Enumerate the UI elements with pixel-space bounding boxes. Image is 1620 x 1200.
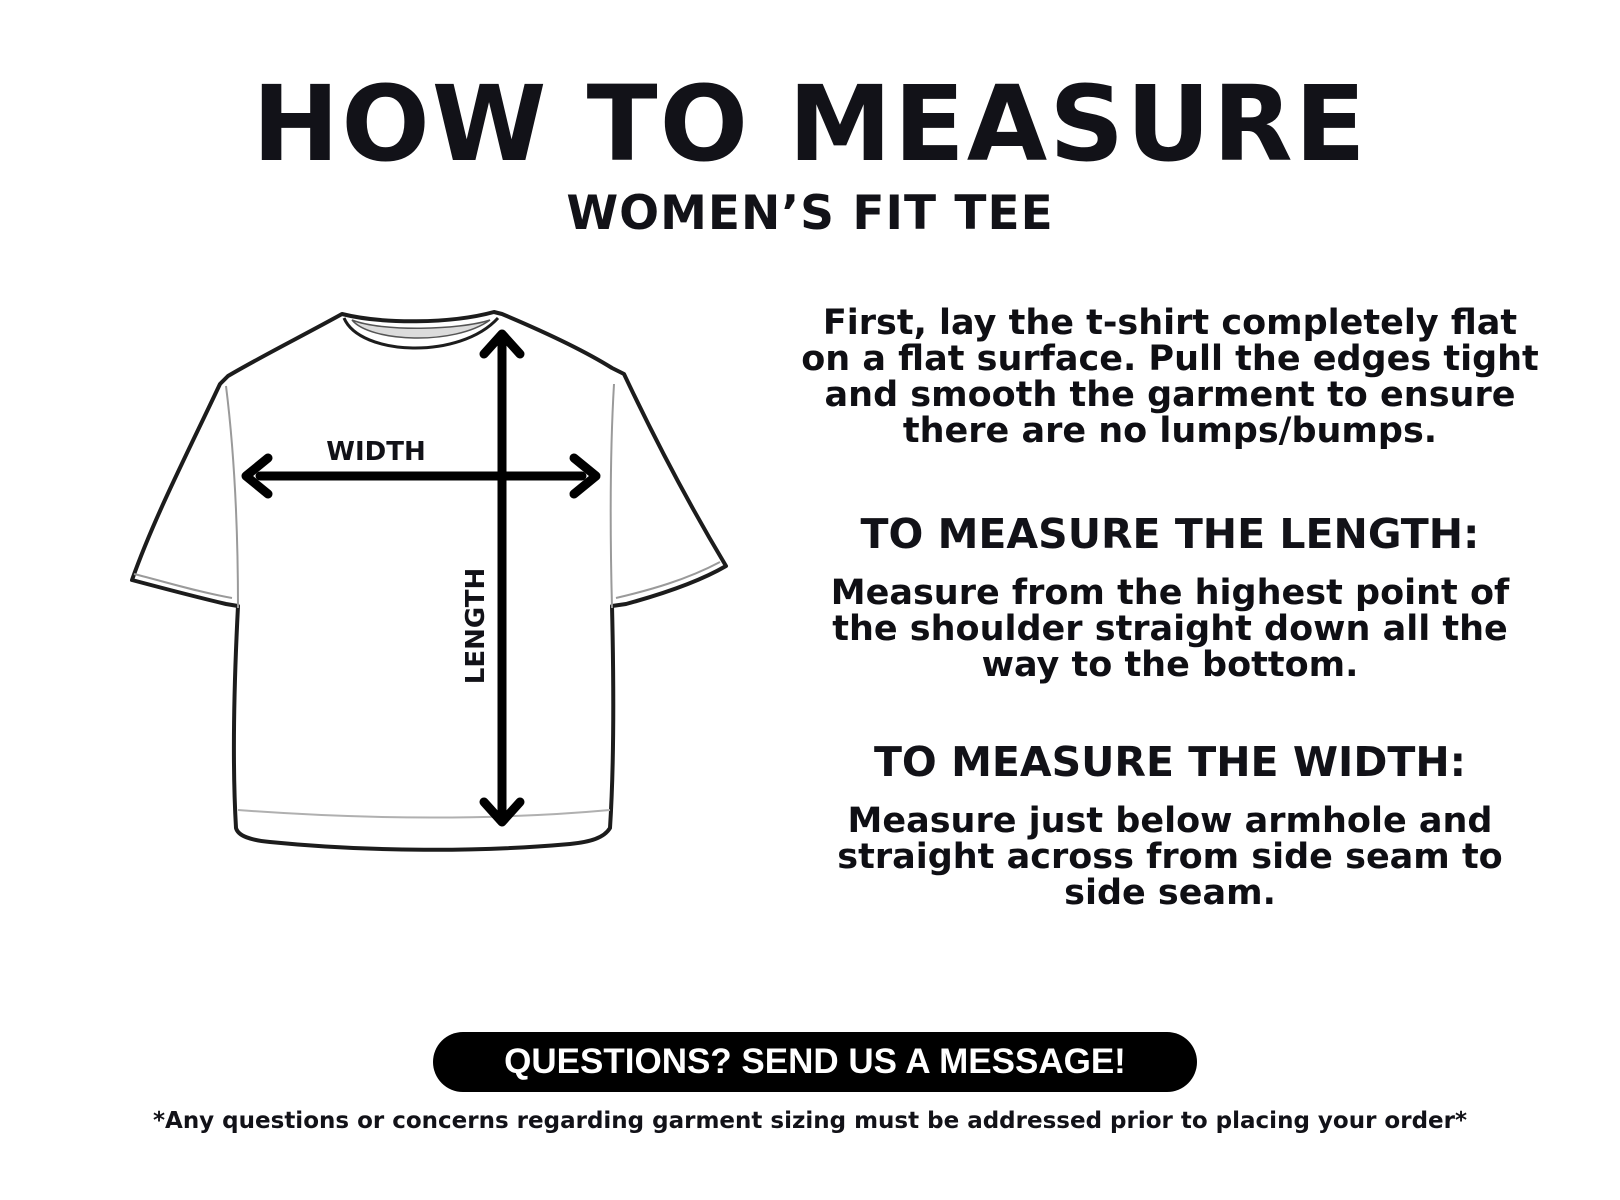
instructions-panel [780,305,1560,911]
intro-line: and smooth the garment to ensure [824,375,1516,415]
send-message-button[interactable]: QUESTIONS? SEND US A MESSAGE! [433,1032,1197,1092]
tshirt-measure-diagram [120,290,760,910]
intro-line: there are no lumps/bumps. [902,411,1438,451]
width-line: Measure just below armhole and [847,801,1493,841]
intro-line: First, lay the t-shirt completely flat [822,303,1518,343]
page-title: HOW TO MEASURE [252,63,1368,185]
page-subtitle: WOMEN’S FIT TEE [566,186,1054,241]
sizing-disclaimer: *Any questions or concerns regarding garment sizing must be addressed prior to placing your order* [152,1108,1468,1134]
tshirt-outline [132,312,726,850]
tshirt-illustration [120,290,760,910]
width-label: WIDTH [326,437,426,467]
length-heading: TO MEASURE THE LENGTH: [860,510,1480,558]
length-line: way to the bottom. [981,645,1359,685]
width-line: side seam. [1064,873,1276,913]
width-line: straight across from side seam to [837,837,1503,877]
length-line: the shoulder straight down all the [832,609,1508,649]
length-line: Measure from the highest point of [830,573,1510,613]
intro-line: on a flat surface. Pull the edges tight [801,339,1539,379]
width-heading: TO MEASURE THE WIDTH: [873,738,1467,786]
length-label: LENGTH [461,567,491,685]
